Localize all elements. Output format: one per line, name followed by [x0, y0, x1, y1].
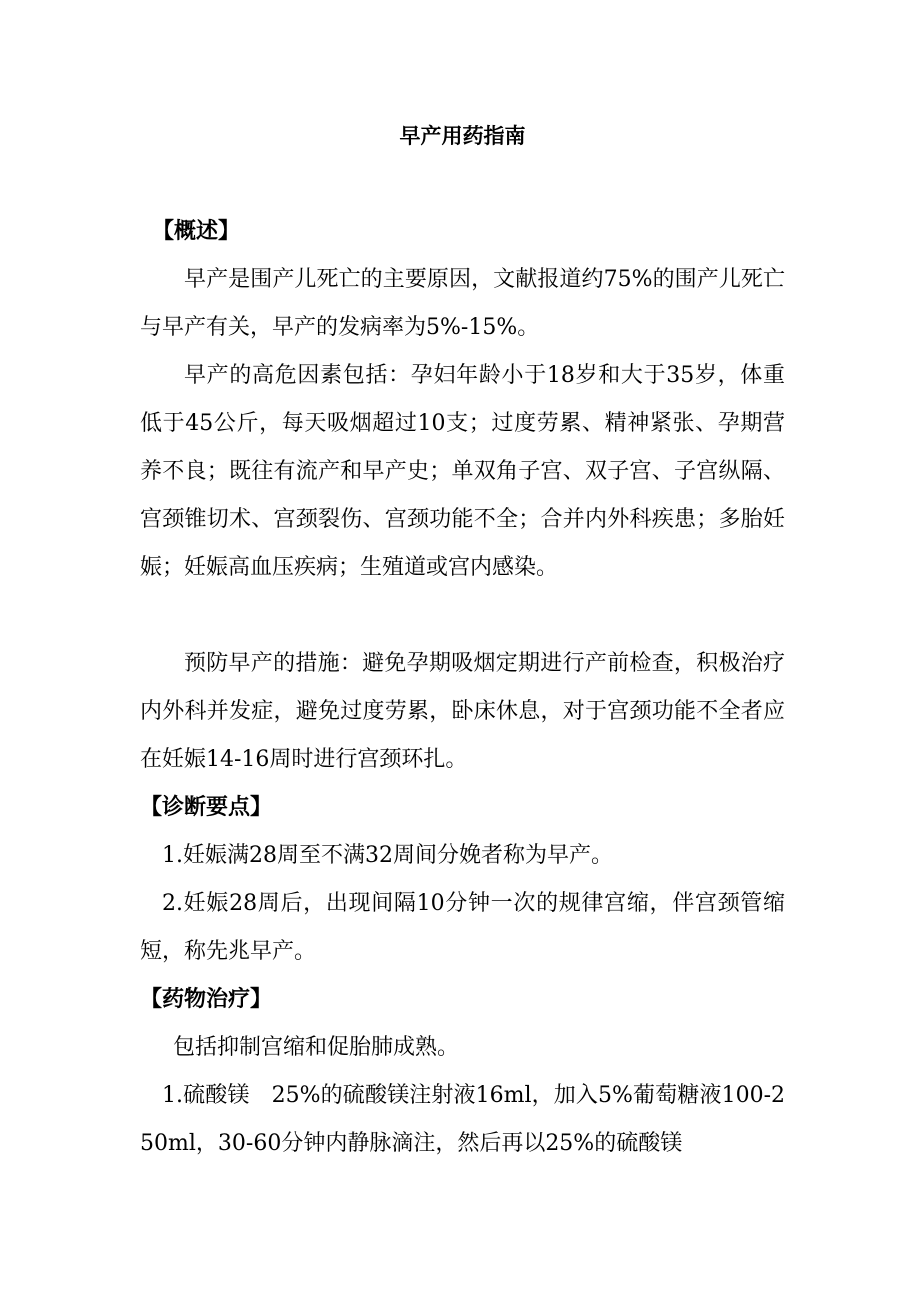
paragraph-overview-prevention: 预防早产的措施：避免孕期吸烟定期进行产前检查，积极治疗内外科并发症，避免过度劳累，卧床休息，对于宫颈功能不全者应在妊娠14-16周时进行宫颈环扎。 — [140, 651, 785, 772]
section-heading-diagnosis: 【诊断要点】 — [140, 795, 273, 820]
paragraph-diagnosis-1: 1.妊娠满28周至不满32周间分娩者称为早产。 — [162, 843, 613, 868]
paragraph-treatment-magnesium: 1.硫酸镁 25%的硫酸镁注射液16ml，加入5%葡萄糖液100-250ml，30-60分钟内静脉滴注，然后再以25%的硫酸镁 — [140, 1083, 785, 1156]
paragraph-overview-risk-factors: 早产的高危因素包括：孕妇年龄小于18岁和大于35岁，体重低于45公斤，每天吸烟超过10支；过度劳累、精神紧张、孕期营养不良；既往有流产和早产史；单双角子宫、双子宫、子宫纵隔、宫颈锥切术、宫颈裂伤、宫颈功能不全；合并内外科疾患；多胎妊娠；妊娠高血压疾病；生殖道或宫内感染。 — [140, 363, 785, 580]
section-heading-drug-treatment: 【药物治疗】 — [140, 987, 273, 1012]
paragraph-overview-mortality: 早产是围产儿死亡的主要原因，文献报道约75%的围产儿死亡与早产有关，早产的发病率为5%-15%。 — [140, 267, 785, 340]
document-title: 早产用药指南 — [399, 124, 526, 148]
section-heading-overview: 【概述】 — [152, 219, 241, 244]
paragraph-treatment-intro: 包括抑制宫缩和促胎肺成熟。 — [173, 1035, 460, 1060]
paragraph-diagnosis-2: 2.妊娠28周后，出现间隔10分钟一次的规律宫缩，伴宫颈管缩短，称先兆早产。 — [140, 891, 785, 964]
